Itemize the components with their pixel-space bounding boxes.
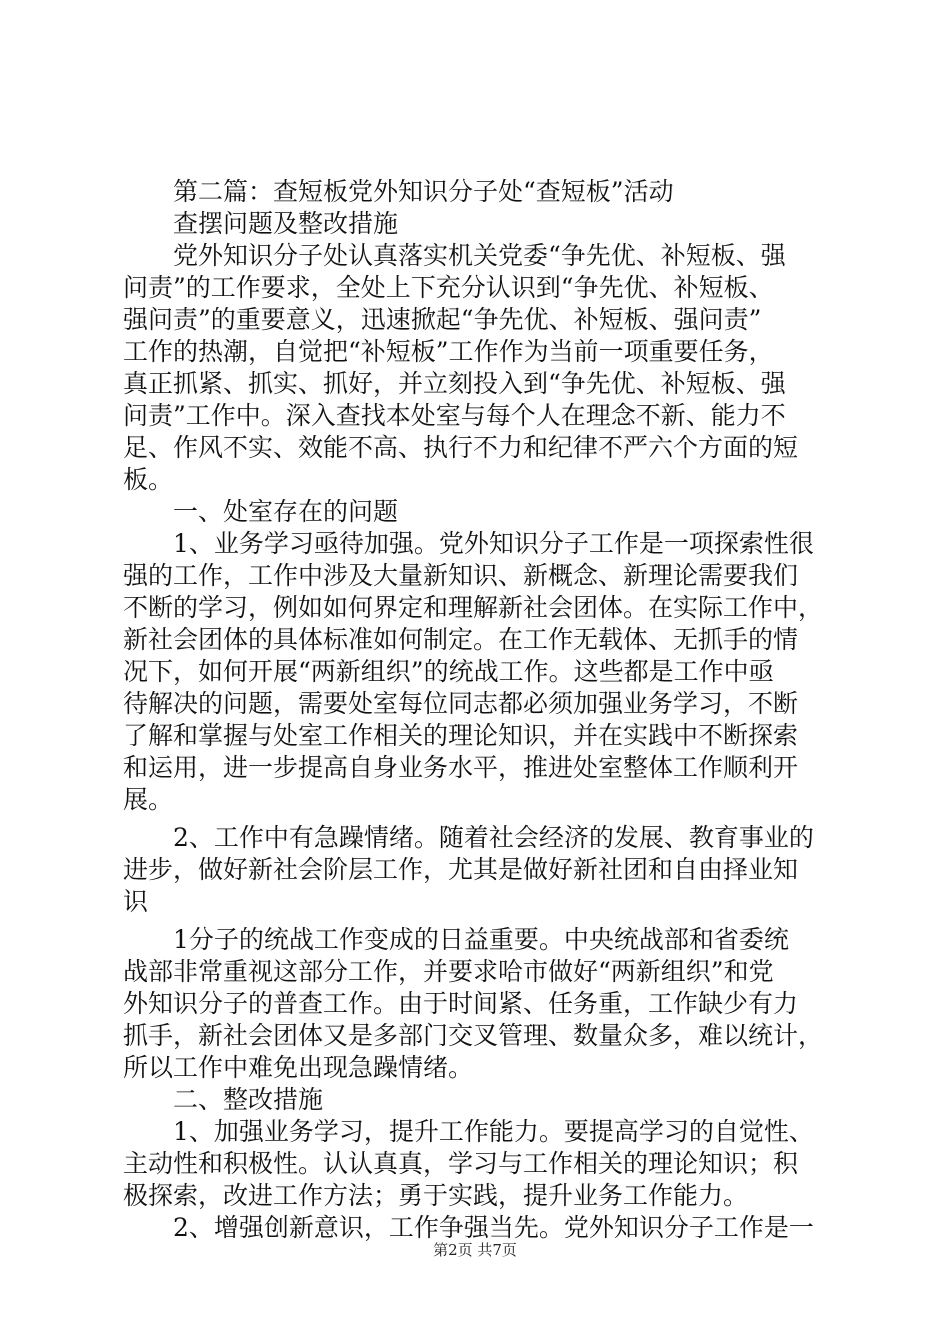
paragraph-line: 外知识分子的普查工作。由于时间紧、任务重，工作缺少有力 — [123, 989, 799, 1018]
paragraph-line: 战部非常重视这部分工作，并要求哈市做好“两新组织”和党 — [123, 957, 774, 986]
paragraph-line: 展。 — [123, 785, 174, 814]
paragraph-line: 识 — [123, 887, 149, 916]
paragraph-line: 不断的学习，例如如何界定和理解新社会团体。在实际工作中， — [123, 593, 824, 622]
paragraph-line: 极探索，改进工作方法；勇于实践，提升业务工作能力。 — [123, 1181, 749, 1210]
paragraph-line: 进步，做好新社会阶层工作，尤其是做好新社团和自由择业知 — [123, 855, 799, 884]
section-subtitle: 查摆问题及整改措施 — [123, 209, 399, 238]
paragraph-line: 主动性和积极性。认认真真，学习与工作相关的理论知识；积 — [123, 1149, 799, 1178]
paragraph-line: 2、工作中有急躁情绪。随着社会经济的发展、教育事业的 — [123, 823, 814, 852]
paragraph-line: 强问责”的重要意义，迅速掀起“争先优、补短板、强问责” — [123, 305, 762, 334]
paragraph-line: 1、加强业务学习，提升工作能力。要提高学习的自觉性、 — [123, 1117, 814, 1146]
paragraph-line: 真正抓紧、抓实、抓好，并立刻投入到“争先优、补短板、强 — [123, 369, 786, 398]
paragraph-line: 1、业务学习亟待加强。党外知识分子工作是一项探索性很 — [123, 529, 814, 558]
paragraph-line: 1分子的统战工作变成的日益重要。中央统战部和省委统 — [123, 925, 789, 954]
heading-problems: 一、处室存在的问题 — [123, 497, 399, 526]
paragraph-line: 党外知识分子处认真落实机关党委“争先优、补短板、强 — [123, 241, 786, 270]
document-body — [123, 176, 835, 1244]
paragraph-line: 问责”的工作要求，全处上下充分认识到“争先优、补短板、 — [123, 273, 774, 302]
paragraph-line: 问责”工作中。深入查找本处室与每个人在理念不新、能力不 — [123, 401, 786, 430]
paragraph-line: 新社会团体的具体标准如何制定。在工作无载体、无抓手的情 — [123, 625, 799, 654]
paragraph-line: 足、作风不实、效能不高、执行不力和纪律不严六个方面的短 — [123, 433, 799, 462]
paragraph-line: 强的工作，工作中涉及大量新知识、新概念、新理论需要我们 — [123, 561, 799, 590]
paragraph-line: 抓手，新社会团体又是多部门交叉管理、数量众多，难以统计， — [123, 1021, 824, 1050]
paragraph-line: 了解和掌握与处室工作相关的理论知识，并在实践中不断探索 — [123, 721, 799, 750]
paragraph-line: 所以工作中难免出现急躁情绪。 — [123, 1053, 474, 1082]
paragraph-line: 待解决的问题，需要处室每位同志都必须加强业务学习，不断 — [123, 689, 799, 718]
section-title: 第二篇：查短板党外知识分子处“查短板”活动 — [123, 177, 674, 206]
paragraph-line: 和运用，进一步提高自身业务水平，推进处室整体工作顺利开 — [123, 753, 799, 782]
page-footer: 第2页 共7页 — [433, 1241, 517, 1259]
paragraph-line: 2、增强创新意识，工作争强当先。党外知识分子工作是一 — [123, 1213, 814, 1242]
paragraph-line: 况下，如何开展“两新组织”的统战工作。这些都是工作中亟 — [123, 657, 774, 686]
paragraph-line: 工作的热潮，自觉把“补短板”工作作为当前一项重要任务， — [123, 337, 774, 366]
paragraph-line: 板。 — [123, 465, 174, 494]
heading-measures: 二、整改措施 — [123, 1085, 324, 1114]
